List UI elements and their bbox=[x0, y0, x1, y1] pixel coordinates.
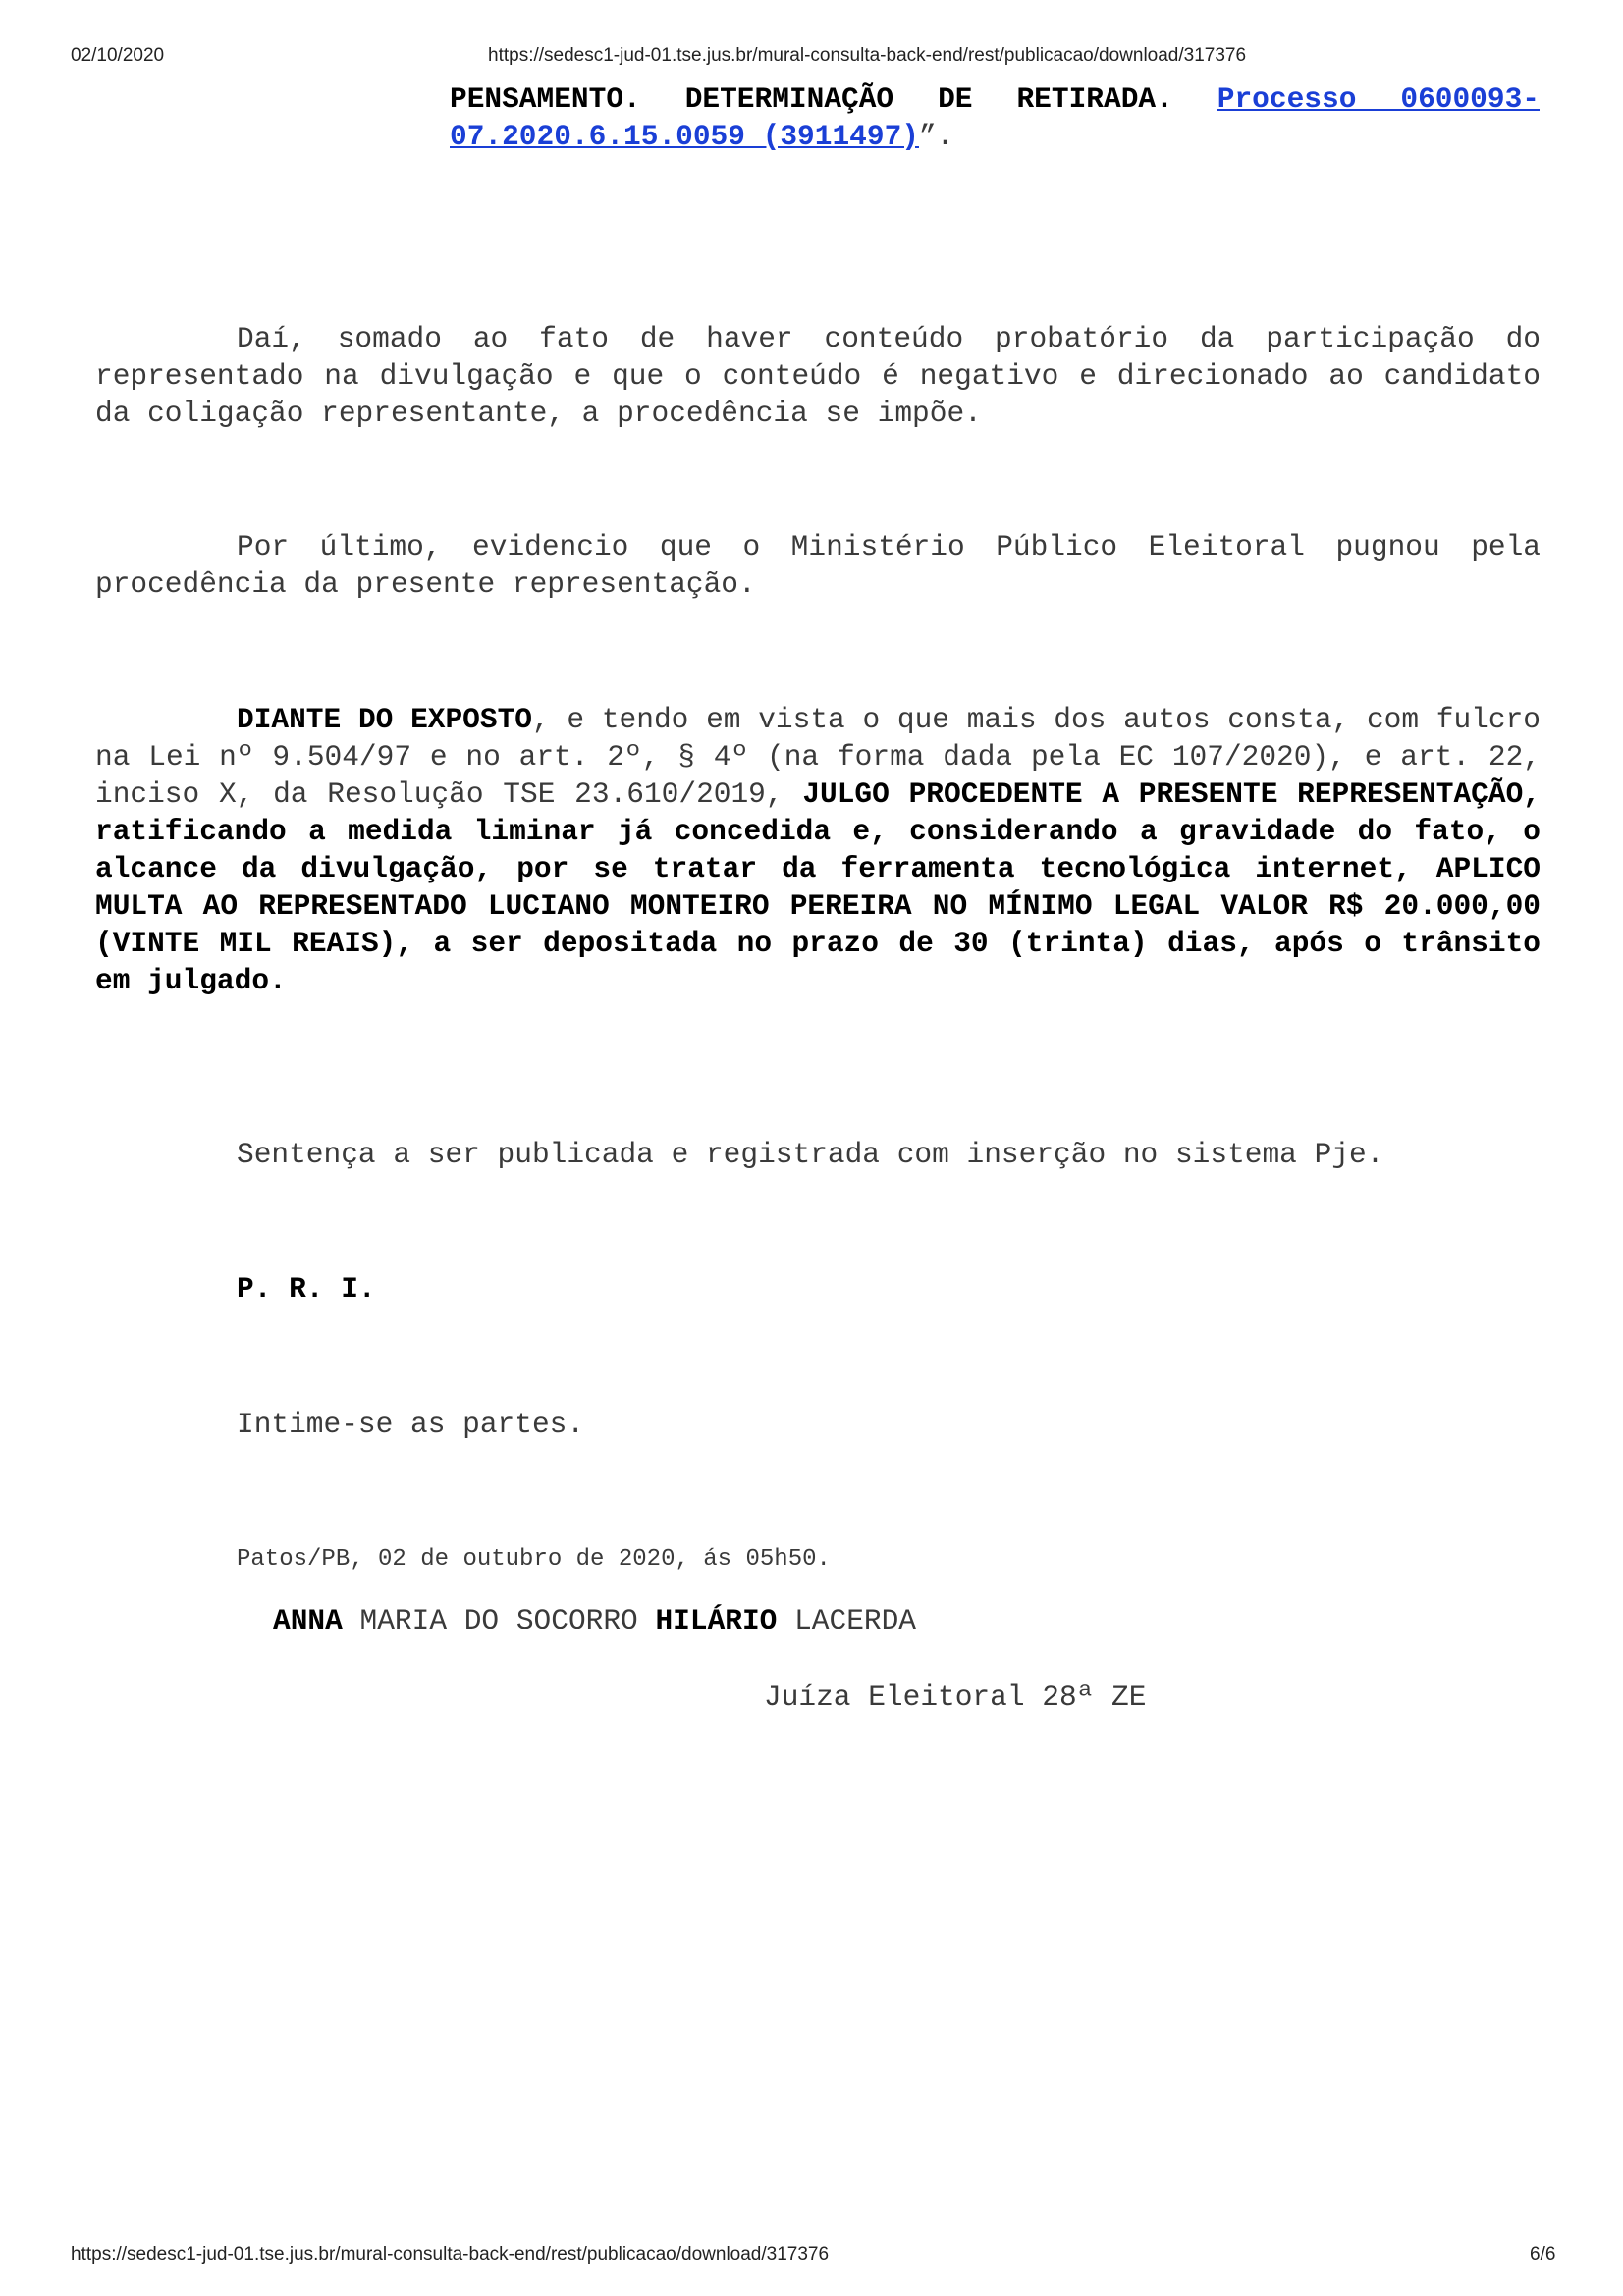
page-number: 6/6 bbox=[1530, 2244, 1556, 2265]
signature-last: LACERDA bbox=[777, 1604, 917, 1637]
process-link[interactable]: Processo 0600093-07.2020.6.15.0059 (3911497) bbox=[450, 82, 1540, 153]
quote-closing: ”. bbox=[918, 120, 954, 153]
print-url: https://sedesc1-jud-01.tse.jus.br/mural-consulta-back-end/rest/publicacao/download/317376 bbox=[488, 45, 1247, 66]
signature-first: ANNA bbox=[273, 1604, 343, 1637]
place-date: Patos/PB, 02 de outubro de 2020, ás 05h50. bbox=[237, 1546, 831, 1573]
footer-url: https://sedesc1-jud-01.tse.jus.br/mural-consulta-back-end/rest/publicacao/download/317376 bbox=[71, 2244, 830, 2265]
decision-bold-start: DIANTE DO EXPOSTO bbox=[237, 703, 532, 736]
pri-text: P. R. I. bbox=[237, 1272, 376, 1306]
quote-ending bbox=[450, 80, 1540, 155]
signature-name bbox=[273, 1602, 916, 1639]
print-date: 02/10/2020 bbox=[71, 45, 165, 66]
quote-bold-text: PENSAMENTO. DETERMINAÇÃO DE RETIRADA. bbox=[450, 82, 1173, 116]
signature-middle: MARIA DO SOCORRO bbox=[342, 1604, 656, 1637]
sentence-line: Sentença a ser publicada e registrada com inserção no sistema Pje. bbox=[237, 1138, 1384, 1171]
pri-line bbox=[237, 1270, 376, 1308]
paragraph-evidence: Daí, somado ao fato de haver conteúdo probatório da participação do representado na divulgação e que o conteúdo é negativo e direcionado ao candidato da coligação representante, a procedência se impõe. bbox=[95, 322, 1541, 430]
decision-normal: , e tendo em vista o que mais dos autos consta, com fulcro na Lei nº 9.504/97 e no art. 2º, § 4º (na forma dada pela EC 107/2020), e art. 22, inciso X, da Resolução TSE 23.610/2019, bbox=[95, 703, 1541, 811]
paragraph-decision bbox=[95, 701, 1541, 999]
decision-bold-end: JULGO PROCEDENTE A PRESENTE REPRESENTAÇÃO, ratificando a medida liminar já concedida e, considerando a gravidade do fato, o alcance da divulgação, por se tratar da ferramenta tecnológica internet, APLICO MULTA AO REPRESENTADO LUCIANO MONTEIRO PEREIRA NO MÍNIMO LEGAL VALOR R$ 20.000,00 (VINTE MIL REAIS), a ser depositada no prazo de 30 (trinta) dias, após o trânsito em julgado. bbox=[95, 777, 1541, 997]
signature-title: Juíza Eleitoral 28ª ZE bbox=[764, 1681, 1147, 1714]
intime-line: Intime-se as partes. bbox=[237, 1408, 585, 1441]
paragraph-ministry: Por último, evidencio que o Ministério Público Eleitoral pugnou pela procedência da presente representação. bbox=[95, 530, 1541, 601]
signature-bold2: HILÁRIO bbox=[655, 1604, 778, 1637]
